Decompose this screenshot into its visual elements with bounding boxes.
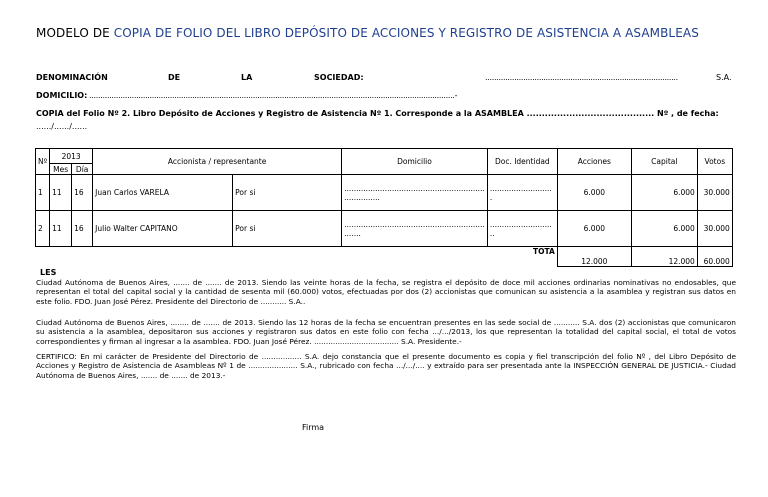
header-domicilio: Domicilio [342, 149, 488, 175]
row-num: 1 [36, 175, 50, 211]
header-dia: Día [72, 164, 93, 175]
row-domicilio-line-1: ........................................................... [344, 219, 485, 229]
header-num: Nº [36, 149, 50, 175]
header-votos: Votos [697, 149, 732, 175]
row-doc-line-2: .. [489, 228, 495, 238]
row-domicilio-line-2: ....... [344, 228, 361, 238]
total-capital: 12.000 [631, 247, 697, 267]
row-acciones: 6.000 [557, 175, 631, 211]
row-dia: 16 [72, 211, 93, 247]
document-title [36, 26, 699, 40]
paragraph-asistencia: Ciudad Autónoma de Buenos Aires, ........ de ....... de 2013. Siendo las 12 horas de la fecha se encuentran presentes en las sede social de ........... S.A. dos (2) accionistas que comunicaron su asistencia a la asamblea, depositaron sus acciones y registraron sus datos en este folio con fecha .../.../2013, los que representan la totalidad del capital social, el total de votos correspondientes y firman al ingresar a la asamblea. FDO. Juan José Pérez. .................................... S.A. Presidente.- [36, 318, 736, 346]
row-doc [487, 175, 557, 211]
row-representante: Por si [233, 175, 342, 211]
sa-label: S.A. [716, 73, 732, 82]
table-row [36, 175, 733, 211]
row-representante: Por si [233, 211, 342, 247]
table-row [36, 211, 733, 247]
paragraph-certifico: CERTIFICO: En mi carácter de Presidente del Directorio de ................. S.A. dejo constancia que el presente documento es copia y fiel transcripción del folio Nº , del Libro Depósito de Acciones y Registro de Asistencia de Asambleas Nº 1 de ..................... S.A., rubricado con fecha .../.../.... y extraído para ser presentada ante la INSPECCIÓN GENERAL DE JUSTICIA.- Ciudad Autónoma de Buenos Aires, ....... de ....... de 2013.- [36, 352, 736, 380]
row-doc [487, 211, 557, 247]
header-acciones: Acciones [557, 149, 631, 175]
row-doc-line-1: .......................... [489, 183, 552, 193]
domicilio-label: DOMICILIO: [36, 91, 88, 100]
row-domicilio [342, 175, 488, 211]
row-dia: 16 [72, 175, 93, 211]
row-doc-line-2: . [489, 192, 493, 202]
total-votos: 60.000 [697, 247, 732, 267]
folio-table [35, 148, 733, 267]
row-mes: 11 [50, 175, 72, 211]
de-label: DE [168, 73, 181, 82]
total-acciones: 12.000 [557, 247, 631, 267]
title-prefix: MODELO DE [36, 26, 114, 40]
row-domicilio-line-2: ............... [344, 192, 380, 202]
row-domicilio-line-1: ........................................................... [344, 183, 485, 193]
header-doc-identidad: Doc. Identidad [487, 149, 557, 175]
denominacion-label: DENOMINACIÓN [36, 73, 108, 82]
row-accionista: Juan Carlos VARELA [93, 175, 233, 211]
fecha-dots: ....../....../...... [36, 122, 88, 131]
header-mes: Mes [50, 164, 72, 175]
sociedad-dots: ...................................................................................... [485, 73, 678, 82]
row-mes: 11 [50, 211, 72, 247]
les-label: LES [40, 268, 57, 277]
row-acciones: 6.000 [557, 211, 631, 247]
paragraph-deposito: Ciudad Autónoma de Buenos Aires, ....... de ....... de 2013. Siendo las veinte horas de la fecha, se registra el depósito de doce mil acciones ordinarias nominativas no endosables, que representan el total del capital social y la cantidad de sesenta mil (60.000) votos, efectuadas por dos (2) accionistas que comunican su asistencia a la asamblea y registran sus datos en este folio. FDO. Juan José Pérez. Presidente del Directorio de ........... S.A.. [36, 278, 736, 306]
row-votos: 30.000 [697, 175, 732, 211]
sociedad-label: SOCIEDAD: [314, 73, 364, 82]
row-votos: 30.000 [697, 211, 732, 247]
row-domicilio [342, 211, 488, 247]
header-accionista: Accionista / representante [93, 149, 342, 175]
la-label: LA [241, 73, 253, 82]
row-capital: 6.000 [631, 175, 697, 211]
row-doc-line-1: .......................... [489, 219, 552, 229]
title-highlight: COPIA DE FOLIO DEL LIBRO DEPÓSITO DE ACCIONES Y REGISTRO DE ASISTENCIA A ASAMBLEAS [113, 26, 699, 40]
header-year: 2013 [50, 149, 93, 164]
header-capital: Capital [631, 149, 697, 175]
row-accionista: Julio Walter CAPITANO [93, 211, 233, 247]
firma-label: Firma [302, 423, 325, 432]
total-row [36, 247, 733, 267]
copia-folio-line: COPIA del Folio Nº 2. Libro Depósito de Acciones y Registro de Asistencia Nº 1. Corresponde a la ASAMBLEA .......................................... Nº , de fecha: [36, 109, 719, 118]
row-num: 2 [36, 211, 50, 247]
row-capital: 6.000 [631, 211, 697, 247]
total-label: TOTA [532, 247, 555, 256]
domicilio-dots: ...................................................................................................................................................................- [89, 91, 458, 100]
